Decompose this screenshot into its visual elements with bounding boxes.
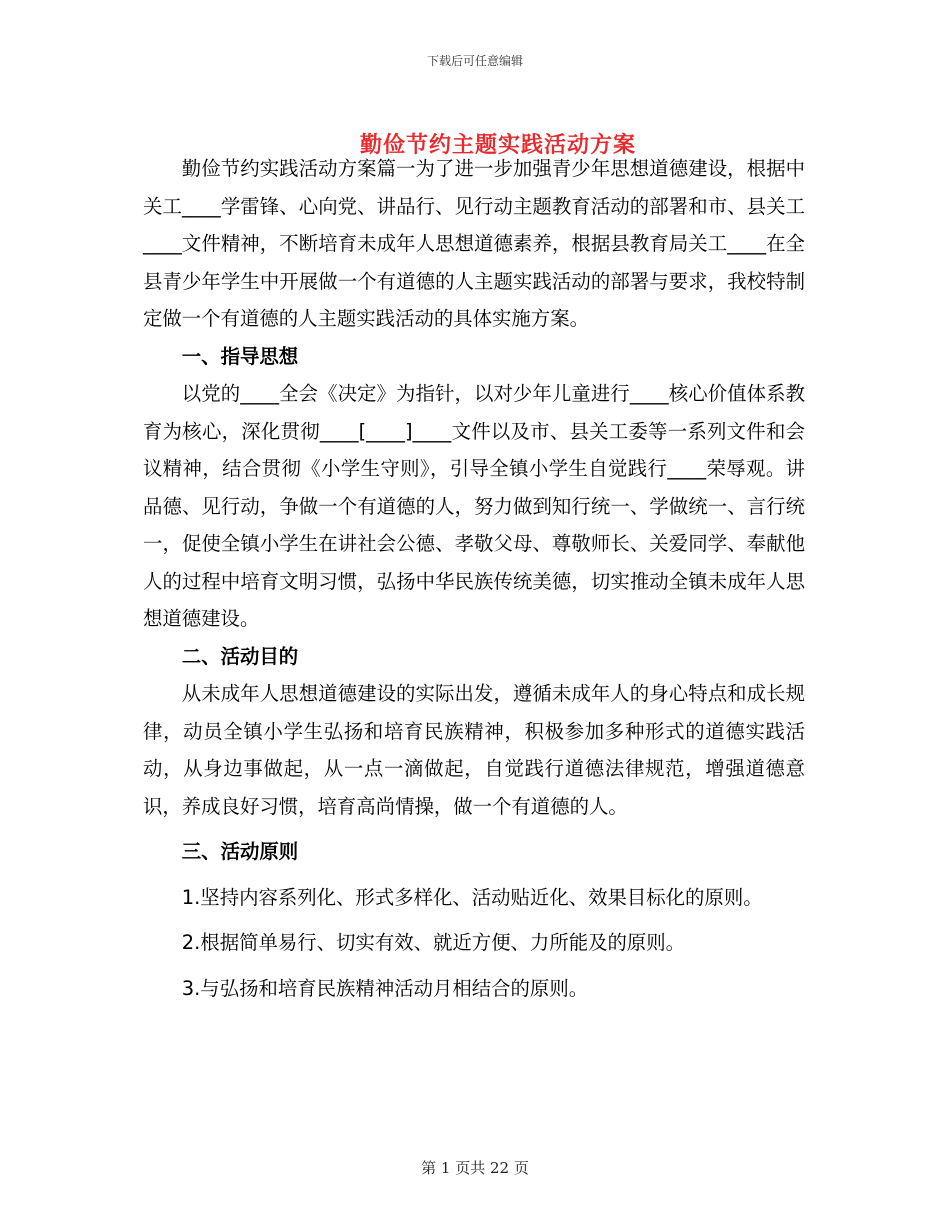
guiding-ideology-paragraph: 以党的____全会《决定》为指针，以对少年儿童进行____核心价值体系教育为核心，深化贯彻____[____]____文件以及市、县关工委等一系列文件和会议精神，结合贯彻《小学生守则》，引导全镇小学生自觉践行____荣辱观。讲品德、见行动，争做一个有道德的人，努力做到知行统一、学做统一、言行统一，促使全镇小学生在讲社会公德、孝敬父母、尊敬师长、关爱同学、奉献他人的过程中培育文明习惯，弘扬中华民族传统美德，切实推动全镇未成年人思想道德建设。 [143,382,805,630]
section-heading-activity-purpose: 二、活动目的 [181,644,299,668]
intro-paragraph: 勤俭节约实践活动方案篇一为了进一步加强青少年思想道德建设，根据中关工____学雷锋、心向党、讲品行、见行动主题教育活动的部署和市、县关工____文件精神，不断培育未成年人思想道德素养，根据县教育局关工____在全县青少年学生中开展做一个有道德的人主题实践活动的部署与要求，我校特制定做一个有道德的人主题实践活动的具体实施方案。 [143,157,805,330]
page-footer: 第 1 页共 22 页 [421,1159,529,1177]
principle-item-2: 2.根据简单易行、切实有效、就近方便、力所能及的原则。 [181,931,686,954]
document-title: 勤俭节约主题实践活动方案 [359,132,636,158]
spacer [143,962,805,970]
spacer [143,871,805,879]
principle-item-1: 1.坚持内容系列化、形式多样化、活动贴近化、效果目标化的原则。 [181,885,763,909]
principle-item-3: 3.与弘扬和培育民族精神活动月相结合的原则。 [181,976,589,1000]
section-heading-activity-principles: 三、活动原则 [181,840,299,863]
spacer [143,825,805,833]
document-body [143,150,805,1007]
section-heading-guiding-ideology: 一、指导思想 [181,344,299,368]
spacer [143,916,805,924]
header-note: 下载后可任意编辑 [426,54,523,68]
activity-purpose-paragraph: 从未成年人思想道德建设的实际出发，遵循未成年人的身心特点和成长规律，动员全镇小学生弘扬和培育民族精神，积极参加多种形式的道德实践活动，从身边事做起，从一点一滴做起，自觉践行道德法律规范，增强道德意识，养成良好习惯，培育高尚情操，做一个有道德的人。 [143,682,805,818]
